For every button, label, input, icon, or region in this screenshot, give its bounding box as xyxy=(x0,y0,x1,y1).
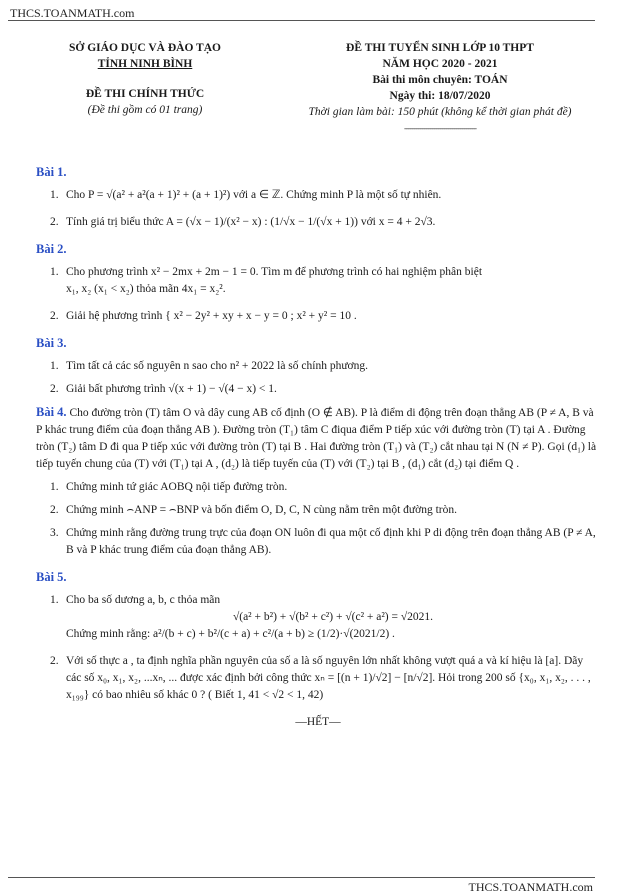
problem-1-question-2: 2. Tính giá trị biểu thức A = (√x − 1)/(x² − x) : (1/√x − 1/(√x + 1)) với x = 4 + 2√3. xyxy=(50,216,436,228)
exam-content xyxy=(36,164,600,731)
problem-4-label: Bài 4. xyxy=(36,405,67,419)
bottom-rule xyxy=(8,877,595,878)
exam-title: ĐỀ THI TUYỂN SINH LỚP 10 THPT xyxy=(346,42,534,54)
question-text: Chứng minh tứ giác AOBQ nội tiếp đường tròn. xyxy=(66,481,288,493)
page-count: (Đề thi gồm có 01 trang) xyxy=(87,104,203,116)
header-left xyxy=(40,40,250,118)
question-text: Cho P = √(a² + a²(a + 1)² + (a + 1)²) với a ∈ ℤ. Chứng minh P là một số tự nhiên. xyxy=(66,189,442,201)
problem-4-question-2: 2. Chứng minh ⌢ANP = ⌢BNP và bốn điểm O, D, C, N cùng nằm trên một đường tròn. xyxy=(50,504,458,516)
site-watermark-top: THCS.TOANMATH.com xyxy=(10,6,135,20)
question-text: Cho ba số dương a, b, c thỏa mãn xyxy=(66,594,221,606)
problem-1-label: Bài 1. xyxy=(36,165,67,179)
problem-2-question-2: 2. Giải hệ phương trình { x² − 2y² + xy + x − y = 0 ; x² + y² = 10 . xyxy=(50,310,357,322)
problem-4-question-1: 1. Chứng minh tứ giác AOBQ nội tiếp đường tròn. xyxy=(50,481,288,493)
question-text: Tính giá trị biểu thức A = (√x − 1)/(x² − x) : (1/√x − 1/(√x + 1)) với x = 4 + 2√3. xyxy=(66,216,436,228)
question-text: Cho phương trình x² − 2mx + 2m − 1 = 0. Tìm m để phương trình có hai nghiệm phân biệt xyxy=(66,266,483,278)
problem-5-question-2: 2. Với số thực a , ta định nghĩa phần nguyên của số a là số nguyên lớn nhất không vượt quá a và kí hiệu là [a]. Dãy các số x₀, x₁, x₂, ...xₙ, ... được xác định bởi công thức xₙ = [(n + 1)/√2] − [n/√2]. Hỏi trong 200 số {x₀, x₁, x₂, . . . , x₁₉₉} có bao nhiêu số khác 0 ? ( Biết 1, 41 < √2 < 1, 42) xyxy=(50,655,591,701)
problem-2-label: Bài 2. xyxy=(36,242,67,256)
exam-duration: Thời gian làm bài: 150 phút (không kể thời gian phát đề) xyxy=(308,106,572,118)
site-watermark-bottom: THCS.TOANMATH.com xyxy=(468,880,593,894)
problem-3-question-1: 1. Tìm tất cả các số nguyên n sao cho n² + 2022 là số chính phương. xyxy=(50,360,369,372)
problem-4-text: Cho đường tròn (T) tâm O và dây cung AB cố định (O ∉ AB). P là điểm di động trên đoạn thẳng AB (P ≠ A, B và P khác trung điểm của đoạn thẳng AB ). Đường tròn (T₁) tâm C điqua điểm P tiếp xúc với đường tròn (T) tại A . Đường tròn (T₂) tâm D đi qua P tiếp xúc với đường tròn (T) tại B . Hai đường tròn (T₁) và (T₂) cắt nhau tại N (N ≠ P). Gọi (d₁) là tiếp tuyến chung của (T) với (T₁) tại A , (d₂) là tiếp tuyến của (T) với (T₂) tại B , (d₁) cắt (d₂) tại điểm Q . xyxy=(36,407,597,470)
question-text: Với số thực a , ta định nghĩa phần nguyên của số a là số nguyên lớn nhất không vượt quá a và kí hiệu là [a]. Dãy các số x₀, x₁, x₂, ...xₙ, ... được xác định bởi công thức xₙ = [(n + 1)/√2] − [n/√2]. Hỏi trong 200 số {x₀, x₁, x₂, . . . , x₁₉₉} có bao nhiêu số khác 0 ? ( Biết 1, 41 < √2 < 1, 42) xyxy=(66,655,591,701)
top-rule xyxy=(8,20,595,21)
problem-1-question-1: 1. Cho P = √(a² + a²(a + 1)² + (a + 1)²) với a ∈ ℤ. Chứng minh P là một số tự nhiên. xyxy=(50,189,442,201)
header-right xyxy=(280,40,600,136)
question-text-cont: x₁, x₂ (x₁ < x₂) thỏa mãn 4x₁ = x₂². xyxy=(66,283,226,295)
problem-4-question-3: 3. Chứng minh rằng đường trung trực của đoạn ON luôn đi qua một cố định khi P di động trên đoạn thẳng AB (P ≠ A, B và P khác trung điểm của đoạn thẳng AB). xyxy=(50,527,596,556)
end-marker: —HẾT— xyxy=(295,716,341,728)
exam-date: Ngày thi: 18/07/2020 xyxy=(389,90,491,102)
question-text: Giải bất phương trình √(x + 1) − √(4 − x) < 1. xyxy=(66,383,277,395)
problem-3-question-2: 2. Giải bất phương trình √(x + 1) − √(4 − x) < 1. xyxy=(50,383,277,395)
problem-3-label: Bài 3. xyxy=(36,336,67,350)
question-text: Chứng minh rằng đường trung trực của đoạn ON luôn đi qua một cố định khi P di động trên đoạn thẳng AB (P ≠ A, B và P khác trung điểm của đoạn thẳng AB). xyxy=(66,527,596,556)
problem-5-label: Bài 5. xyxy=(36,570,67,584)
exam-subject: Bài thi môn chuyên: TOÁN xyxy=(372,74,508,86)
problem-2-question-1: 1. Cho phương trình x² − 2mx + 2m − 1 = 0. Tìm m để phương trình có hai nghiệm phân biệt x₁, x₂ (x₁ < x₂) thỏa mãn 4x₁ = x₂². xyxy=(36,264,600,298)
problem-5-question-1: 1. Cho ba số dương a, b, c thỏa mãn √(a² + b²) + √(b² + c²) + √(c² + a²) = √2021. Chứng minh rằng: a²/(b + c) + b²/(c + a) + c²/(a + b) ≥ (1/2)·√(2021/2) . xyxy=(36,592,600,643)
question-claim: Chứng minh rằng: a²/(b + c) + b²/(c + a) + c²/(a + b) ≥ (1/2)·√(2021/2) . xyxy=(66,628,395,640)
problem-4-intro xyxy=(36,404,600,473)
dept-name: SỞ GIÁO DỤC VÀ ĐÀO TẠO xyxy=(69,42,221,54)
question-text: Giải hệ phương trình { x² − 2y² + xy + x − y = 0 ; x² + y² = 10 . xyxy=(66,310,357,322)
question-text: Chứng minh ⌢ANP = ⌢BNP và bốn điểm O, D, C, N cùng nằm trên một đường tròn. xyxy=(66,504,458,516)
official-label: ĐỀ THI CHÍNH THỨC xyxy=(85,88,205,100)
province-name: TỈNH NINH BÌNH xyxy=(97,58,193,70)
question-equation: √(a² + b²) + √(b² + c²) + √(c² + a²) = √2021. xyxy=(232,611,434,623)
school-year: NĂM HỌC 2020 - 2021 xyxy=(382,58,498,70)
question-text: Tìm tất cả các số nguyên n sao cho n² + 2022 là số chính phương. xyxy=(66,360,369,372)
header-divider: ------------------------------------ xyxy=(404,123,476,133)
